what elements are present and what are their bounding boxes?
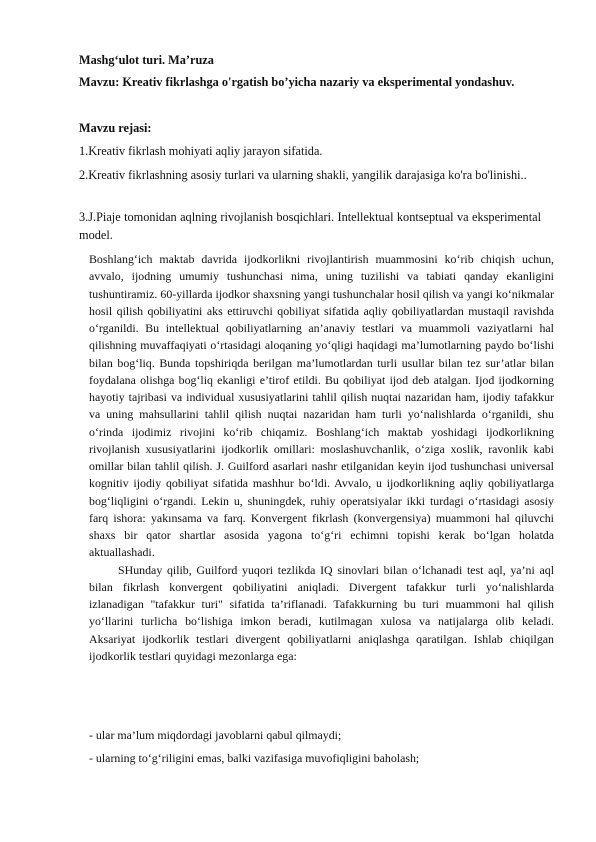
criteria-item-2: - ularning to‘g‘riligini emas, balki vazifasiga muvofiqligini baholash; <box>89 751 420 765</box>
lesson-type: Mashg‘ulot turi. Ma’ruza <box>79 53 214 67</box>
plan-heading: Mavzu rejasi: <box>79 121 152 135</box>
plan-item-1: 1.Kreativ fikrlash mohiyati aqliy jarayon sifatida. <box>79 144 323 158</box>
body-text <box>89 251 554 665</box>
plan-item-3: 3.J.Piaje tomonidan aqlning rivojlanish bosqichlari. Intellektual kontseptual va eksperimental model. <box>79 210 541 242</box>
topic-title: Mavzu: Kreativ fikrlashga o'rgatish bo’yicha nazariy va eksperimental yondashuv. <box>79 75 515 89</box>
plan-item-2: 2.Kreativ fikrlashning asosiy turlari va ularning shakli, yangilik darajasiga ko'ra bo'linishi.. <box>79 168 527 182</box>
body-paragraph-2: SHunday qilib, Guilford yuqori tezlikda IQ sinovlari bilan o‘lchanadi test aql, ya’ni aql bilan fikrlash konvergent qobiliyatini aniqladi. Divergent tafakkur turli yo‘nalishlarda izlanadigan "tafakkur turi" sifatida ta’riflanadi. Tafakkurning bu turi muammoni hal qilish yo‘llarini turlicha bo‘lishiga imkon beradi, kutilmagan xulosa va natijalarga olib keladi. Aksariyat ijodkorlik testlari divergent qobiliyatlarni aniqlashga qaratilgan. Ishlab chiqilgan ijodkorlik testlari quyidagi mezonlarga ega: <box>89 562 554 663</box>
body-paragraph-1: Boshlang‘ich maktab davrida ijodkorlikni rivojlantirish muammosini ko‘rib chiqish uchun, avvalo, ijodning umumiy tushunchasi nima, uning tuzilishi va tabiati qanday ekanligini tushuntiramiz. 60-yillarda ijodkor shaxsning yangi tushunchalar hosil qilish va yangi ko‘nikmalar hosil qilish qobiliyatini aks ettiruvchi qobiliyat sifatida aqliy qobiliyatlardan mustaqil ravishda o‘rganildi. Bu intellektual qobiliyatlarning an’anaviy testlari va muammoli vaziyatlarni hal qilishning muvaffaqiyati o‘rtasidagi aloqaning yo‘qligi haqidagi ma’lumotlarning paydo bo‘lishi bilan bog‘liq. Bunda topshiriqda berilgan ma’lumotlardan turli usullar bilan tez sur’atlar bilan foydalana olishga bog‘liq ekanligi e’tirof etildi. Bu qobiliyat ijod deb atalgan. Ijod ijodkorning hayotiy tajribasi va individual xususiyatlarini tahlil qilish nuqtai nazaridan ham, ijodiy tafakkur va uning mahsullarini tahlil qilish nuqtai nazaridan ham turli yo‘nalishlarda o‘rganildi, shu o‘rinda ijodimiz rivojini ko‘rib chiqamiz. Boshlang‘ich maktab yoshidagi ijodkorlikning rivojlanish xususiyatlarini ijodkorlik omillari: moslashuvchanlik, o‘ziga xoslik, ravonlik kabi omillar bilan tahlil qilish. J. Guilford asarlari nashr etilganidan keyin ijod tushunchasi universal kognitiv ijodiy qobiliyat sifatida mashhur bo‘ldi. Avvalo, u ijodkorlikning aqliy qobiliyatlarga bog‘liqligini o‘rgandi. Lekin u, shuningdek, ruhiy operatsiyalar ikki turdagi o‘rtasidagi asosiy farq ishora: yakınsama va farq. Konvergent fikrlash (konvergensiya) muammoni hal qiluvchi shaxs bir qator shartlar asosida yagona to‘g‘ri echimni topishi kerak bo‘lgan holatda aktuallashadi. <box>89 252 554 560</box>
criteria-item-1: - ular ma’lum miqdordagi javoblarni qabul qilmaydi; <box>89 728 342 742</box>
